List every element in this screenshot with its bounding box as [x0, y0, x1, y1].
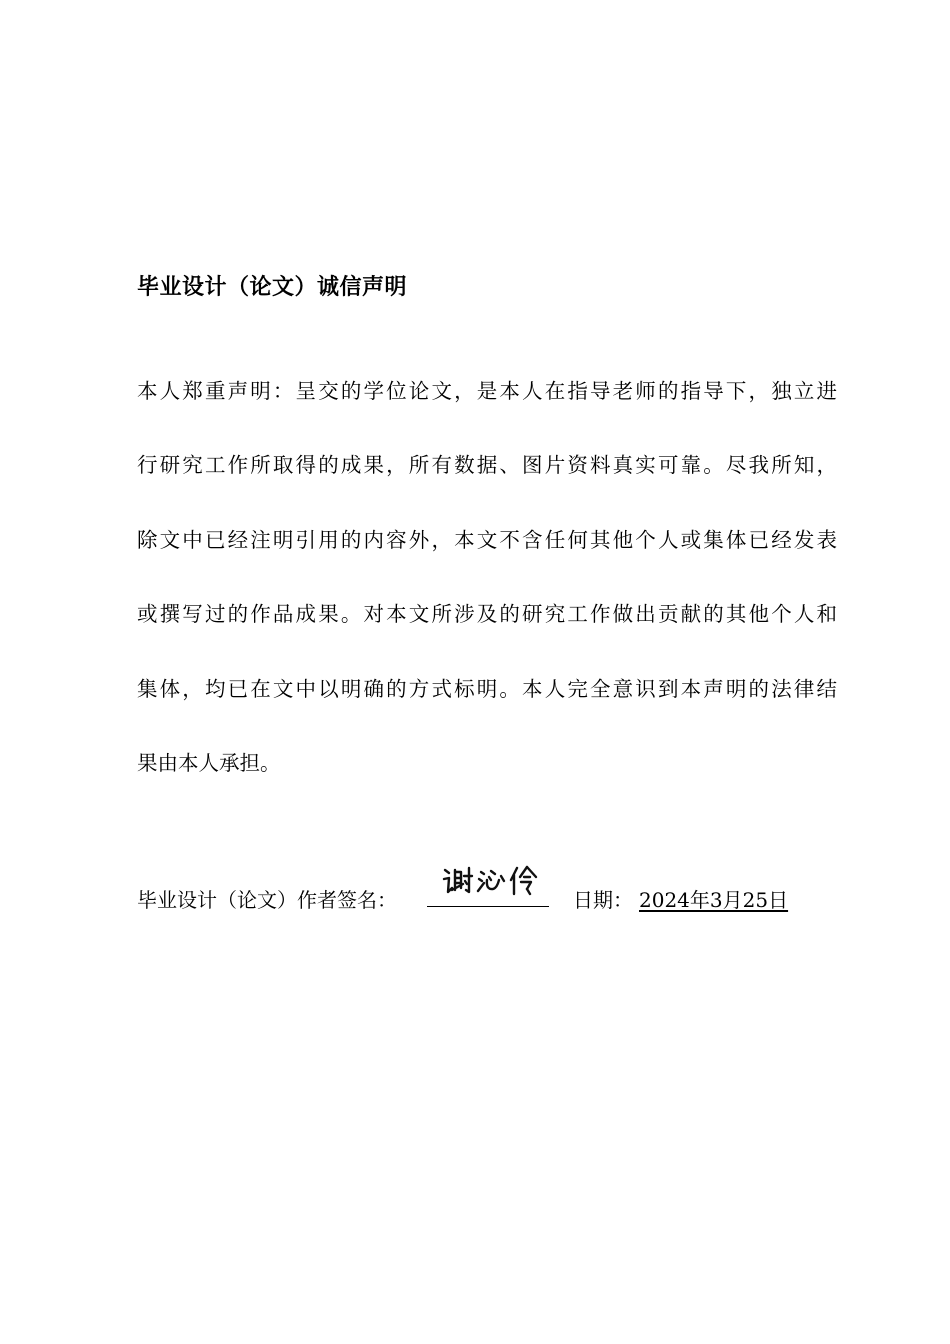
declaration-line-5: 集体，均已在文中以明确的方式标明。本人完全意识到本声明的法律结 [137, 677, 837, 701]
signature-label: 毕业设计（论文）作者签名： [137, 888, 397, 912]
declaration-line-4: 或撰写过的作品成果。对本文所涉及的研究工作做出贡献的其他个人和 [137, 602, 837, 626]
declaration-line-6: 果由本人承担。 [137, 751, 281, 775]
handwritten-signature [439, 862, 549, 906]
declaration-line-1: 本人郑重声明：呈交的学位论文，是本人在指导老师的指导下，独立进 [137, 379, 837, 403]
declaration-line-2: 行研究工作所取得的成果，所有数据、图片资料真实可靠。尽我所知， [137, 453, 837, 477]
date-label: 日期： [573, 888, 633, 912]
declaration-line-3: 除文中已经注明引用的内容外，本文不含任何其他个人或集体已经发表 [137, 528, 837, 552]
declaration-title: 毕业设计（论文）诚信声明 [137, 275, 408, 300]
date-value: 2024年3月25日 [639, 888, 789, 912]
